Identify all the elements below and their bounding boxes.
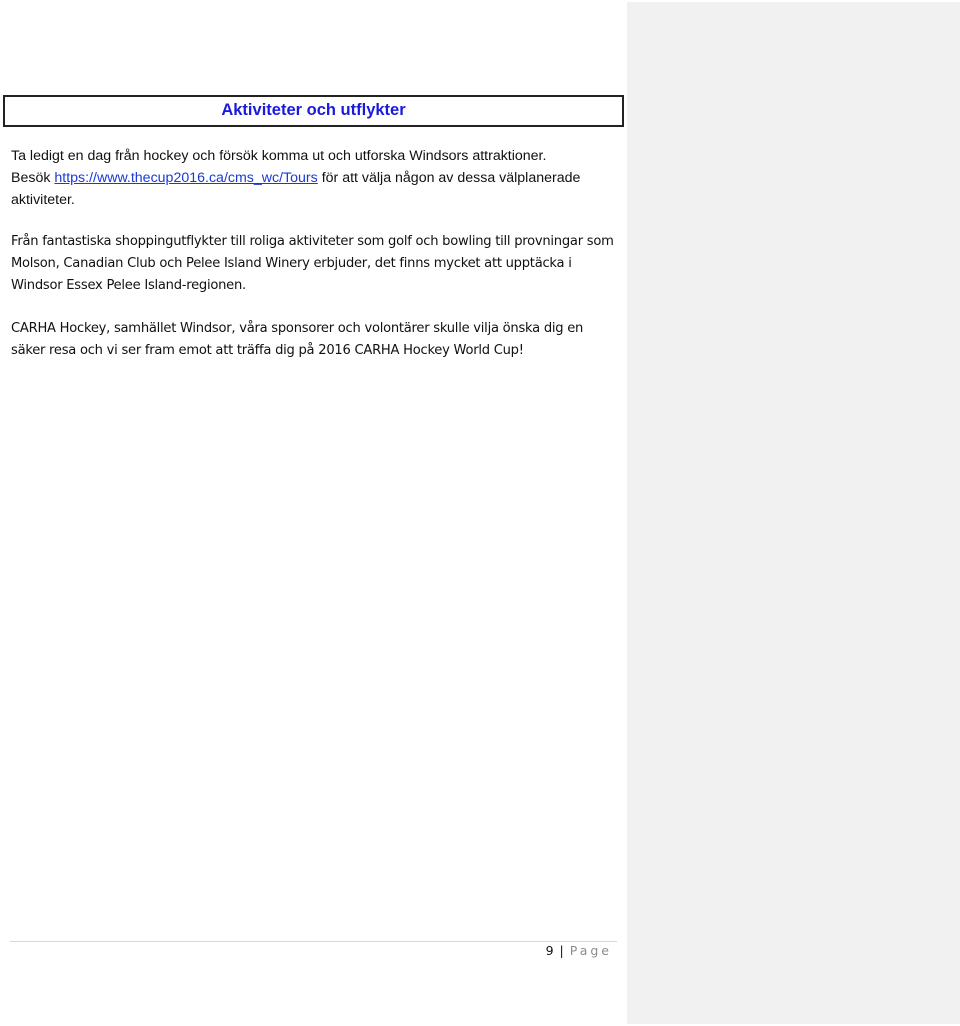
side-margin-panel <box>627 2 960 1024</box>
footer-separator: | <box>559 943 564 958</box>
closing-paragraph: CARHA Hockey, samhället Windsor, våra sponsorer och volontärer skulle vilja önska dig en säker resa och vi ser fram emot att träffa dig på 2016 CARHA Hockey World Cup! <box>11 321 584 358</box>
tours-link[interactable]: https://www.thecup2016.ca/cms_wc/Tours <box>54 170 318 186</box>
intro-line-1: Ta ledigt en dag från hockey och försök komma ut och utforska Windsors attraktioner. <box>11 148 547 164</box>
section-heading-box <box>3 95 624 127</box>
page-label: Page <box>569 943 612 958</box>
intro-suffix: för att välja någon av dessa välplanerade aktiviteter. <box>11 170 581 208</box>
intro-paragraph <box>11 145 621 211</box>
page-number: 9 <box>545 943 554 958</box>
section-heading: Aktiviteter och utflykter <box>221 101 406 119</box>
page-footer <box>380 943 612 958</box>
activities-paragraph: Från fantastiska shoppingutflykter till roliga aktiviteter som golf och bowling till provningar som Molson, Canadian Club och Pelee Island Winery erbjuder, det finns mycket att upptäcka i Windsor Essex Pelee Island-regionen. <box>11 234 614 293</box>
intro-prefix: Besök <box>11 170 55 186</box>
footer-divider <box>10 941 617 942</box>
